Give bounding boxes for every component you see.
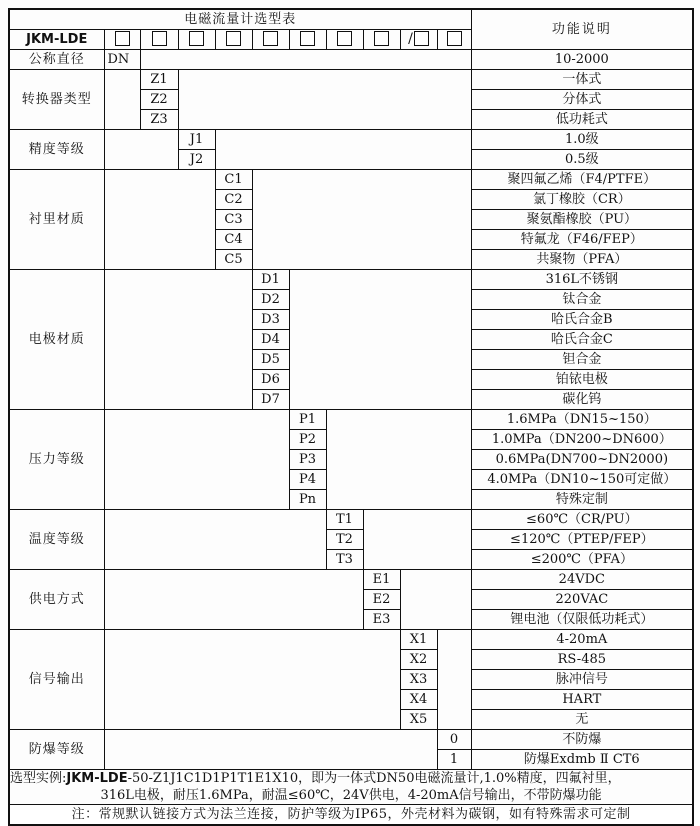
code-cell: P2 (289, 430, 326, 450)
description-cell: ≤200℃（PFA） (471, 550, 693, 570)
code-cell: D5 (252, 350, 289, 370)
code-cell: E3 (363, 610, 400, 630)
code-cell: P1 (289, 410, 326, 430)
section-spacer (104, 570, 363, 630)
description-cell: 4.0MPa（DN10~150可定做） (471, 470, 693, 490)
checkbox-icon (374, 31, 389, 46)
section-label: 防爆等级 (9, 730, 104, 770)
code-cell: X3 (400, 670, 437, 690)
code-cell: 1 (437, 750, 471, 770)
code-cell: Z3 (140, 110, 178, 130)
table-row (9, 70, 693, 90)
note-row: 注：常规默认链接方式为法兰连接，防护等级为IP65，外壳材料为碳钢，如有特殊需求可定制 (9, 805, 693, 826)
description-cell: HART (471, 690, 693, 710)
description-cell: 共聚物（PFA） (471, 250, 693, 270)
section-gap (363, 510, 471, 570)
example-model: JKM-LDE (66, 771, 128, 786)
dn-description-cell: 10-2000 (471, 50, 693, 70)
section-label: 衬里材质 (9, 170, 104, 270)
description-cell: 24VDC (471, 570, 693, 590)
description-cell: 一体式 (471, 70, 693, 90)
model-code-box-cell (326, 30, 363, 50)
checkbox-icon (263, 31, 278, 46)
code-cell: D7 (252, 390, 289, 410)
description-cell: ≤60℃（CR/PU） (471, 510, 693, 530)
code-cell: X4 (400, 690, 437, 710)
section-label: 供电方式 (9, 570, 104, 630)
section-gap (178, 70, 471, 130)
description-cell: 特殊定制 (471, 490, 693, 510)
slash-separator: / (408, 31, 413, 47)
code-cell: C5 (215, 250, 252, 270)
section-label: 信号输出 (9, 630, 104, 730)
checkbox-icon (447, 31, 462, 46)
code-cell: P4 (289, 470, 326, 490)
code-cell: E2 (363, 590, 400, 610)
section-label: 压力等级 (9, 410, 104, 510)
description-cell: 4-20mA (471, 630, 693, 650)
section-label: 转换器类型 (9, 70, 104, 130)
description-cell: 低功耗式 (471, 110, 693, 130)
example-line-1 (10, 770, 692, 787)
code-cell: X2 (400, 650, 437, 670)
code-cell: X5 (400, 710, 437, 730)
section-gap (215, 130, 471, 170)
table-title: 电磁流量计选型表 (9, 9, 471, 30)
section-label: 精度等级 (9, 130, 104, 170)
checkbox-icon (152, 31, 167, 46)
description-cell: 聚氨酯橡胶（PU） (471, 210, 693, 230)
table-row (9, 270, 693, 290)
code-cell: Z1 (140, 70, 178, 90)
section-label: 温度等级 (9, 510, 104, 570)
section-label: 电极材质 (9, 270, 104, 410)
model-code-box-cell (140, 30, 178, 50)
table-row (9, 730, 693, 750)
description-cell: 氯丁橡胶（CR） (471, 190, 693, 210)
code-cell: C1 (215, 170, 252, 190)
model-code-box-cell (104, 30, 140, 50)
description-cell: 铂铱电极 (471, 370, 693, 390)
description-cell: 220VAC (471, 590, 693, 610)
table-row (9, 170, 693, 190)
checkbox-icon (300, 31, 315, 46)
code-cell: D4 (252, 330, 289, 350)
code-cell: T3 (326, 550, 363, 570)
code-cell: D3 (252, 310, 289, 330)
description-cell: 脉冲信号 (471, 670, 693, 690)
model-code-box-cell (400, 30, 437, 50)
code-cell: C2 (215, 190, 252, 210)
dn-code-cell: DN (104, 50, 140, 70)
description-cell: 分体式 (471, 90, 693, 110)
section-gap (400, 570, 471, 630)
section-gap (252, 170, 471, 270)
description-cell: 316L不锈钢 (471, 270, 693, 290)
section-spacer (104, 70, 140, 130)
table-row (9, 510, 693, 530)
model-prefix-label: JKM-LDE (9, 30, 104, 50)
code-cell: J1 (178, 130, 215, 150)
code-cell: P3 (289, 450, 326, 470)
code-cell: 0 (437, 730, 471, 750)
description-cell: ≤120℃（PTEP/FEP） (471, 530, 693, 550)
code-cell: J2 (178, 150, 215, 170)
section-spacer (104, 270, 252, 410)
model-code-box-cell (437, 30, 471, 50)
example-prefix: 选型实例: (10, 771, 67, 786)
description-cell: 锂电池（仅限低功耗式） (471, 610, 693, 630)
code-cell: C4 (215, 230, 252, 250)
section-spacer (104, 510, 326, 570)
checkbox-icon (414, 31, 429, 46)
checkbox-icon (226, 31, 241, 46)
model-code-box-cell (289, 30, 326, 50)
section-spacer (104, 730, 437, 770)
description-cell: RS-485 (471, 650, 693, 670)
example-code-text: -50-Z1J1C1D1P1T1E1X10，即为一体式DN50电磁流量计,1.0%精度，四氟衬里， (127, 771, 621, 786)
code-cell: D1 (252, 270, 289, 290)
description-cell: 钽合金 (471, 350, 693, 370)
section-gap (289, 270, 471, 410)
table-row (9, 570, 693, 590)
code-cell: C3 (215, 210, 252, 230)
description-cell: 无 (471, 710, 693, 730)
description-cell: 1.6MPa（DN15~150） (471, 410, 693, 430)
description-cell: 防爆Exdmb Ⅱ CT6 (471, 750, 693, 770)
description-cell: 哈氏合金B (471, 310, 693, 330)
code-cell: E1 (363, 570, 400, 590)
description-cell: 特氟龙（F46/FEP） (471, 230, 693, 250)
example-line-2: 316L电极，耐压1.6MPa，耐温≤60℃，24V供电，4-20mA信号输出，不带防爆功能 (100, 788, 602, 803)
selection-table (8, 8, 694, 826)
table-row (9, 630, 693, 650)
selection-example-row (9, 770, 693, 805)
section-spacer (104, 630, 400, 730)
description-cell: 钛合金 (471, 290, 693, 310)
section-spacer (104, 170, 215, 270)
description-cell: 0.5级 (471, 150, 693, 170)
model-code-box-cell (178, 30, 215, 50)
description-cell: 不防爆 (471, 730, 693, 750)
code-cell: Pn (289, 490, 326, 510)
code-cell: Z2 (140, 90, 178, 110)
table-row (9, 130, 693, 150)
section-spacer (104, 130, 178, 170)
code-cell: T2 (326, 530, 363, 550)
description-cell: 0.6MPa(DN700~DN2000) (471, 450, 693, 470)
section-spacer (104, 410, 289, 510)
section-gap (437, 630, 471, 730)
dn-gap-cell (140, 50, 471, 70)
model-code-box-cell (215, 30, 252, 50)
model-code-box-cell (252, 30, 289, 50)
checkbox-icon (115, 31, 130, 46)
table-row (9, 410, 693, 430)
description-cell: 碳化钨 (471, 390, 693, 410)
checkbox-icon (189, 31, 204, 46)
code-cell: D2 (252, 290, 289, 310)
code-cell: X1 (400, 630, 437, 650)
code-cell: D6 (252, 370, 289, 390)
checkbox-icon (337, 31, 352, 46)
code-cell: T1 (326, 510, 363, 530)
function-description-header: 功能说明 (471, 9, 693, 50)
dn-category-label: 公称直径 (9, 50, 104, 70)
description-cell: 哈氏合金C (471, 330, 693, 350)
description-cell: 1.0MPa（DN200~DN600） (471, 430, 693, 450)
description-cell: 聚四氟乙烯（F4/PTFE） (471, 170, 693, 190)
section-gap (326, 410, 471, 510)
description-cell: 1.0级 (471, 130, 693, 150)
model-code-box-cell (363, 30, 400, 50)
